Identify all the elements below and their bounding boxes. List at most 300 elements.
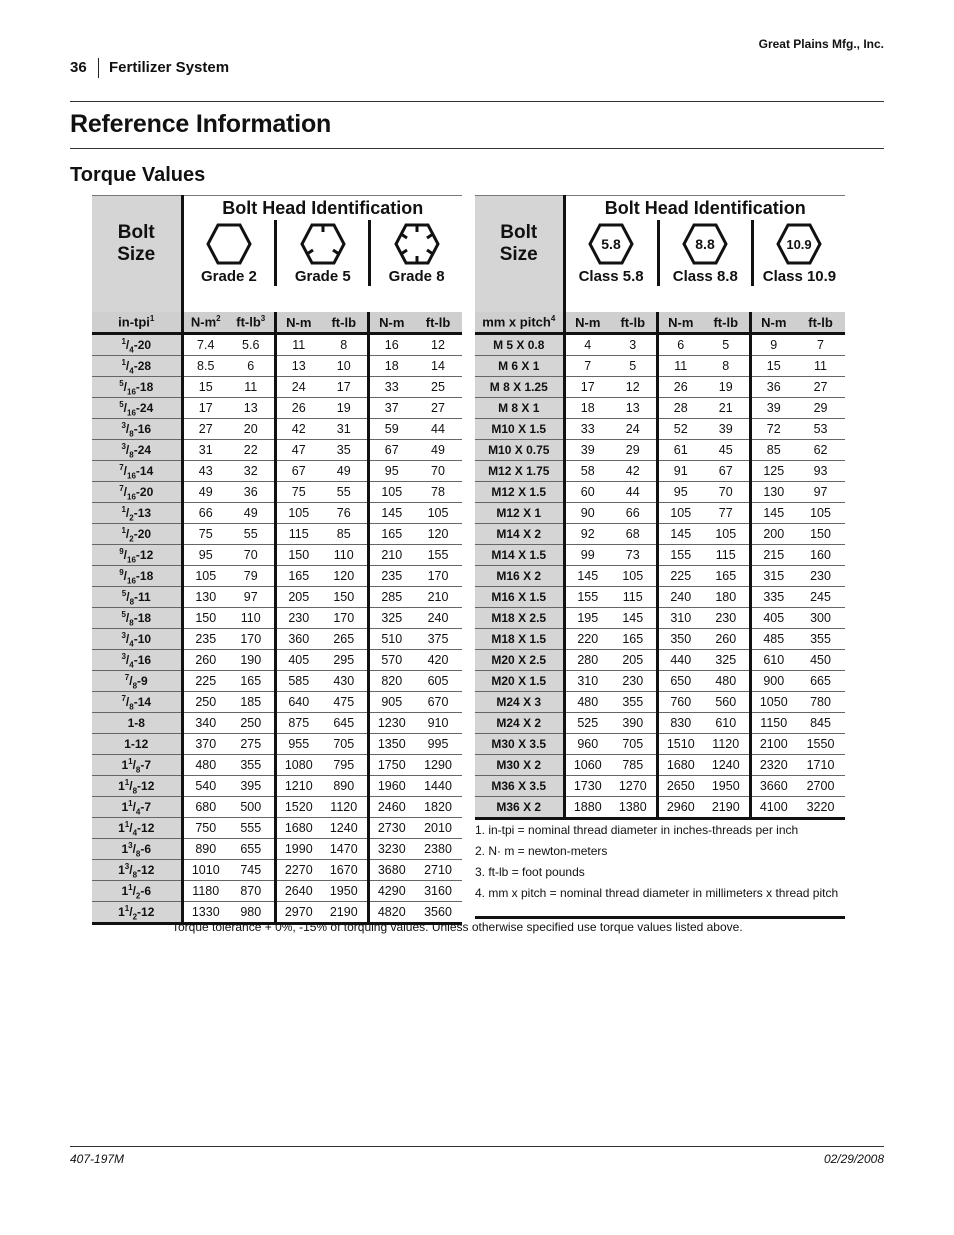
torque-value: 39: [750, 398, 796, 419]
metric-torque-table: [475, 195, 845, 820]
grade-2-col: [184, 220, 278, 286]
table-row: [92, 776, 462, 797]
bolt-size-header: [475, 196, 564, 313]
torque-value: 110: [228, 608, 275, 629]
torque-value: 2640: [275, 881, 321, 902]
torque-value: 1150: [750, 713, 796, 734]
torque-value: 165: [275, 566, 321, 587]
torque-value: 66: [610, 503, 657, 524]
torque-value: 240: [414, 608, 462, 629]
fraction: $^5/_8$: [121, 589, 135, 607]
bolt-size-cell: $^1/_4-28$: [92, 356, 182, 377]
torque-value: 980: [228, 902, 275, 924]
torque-value: 75: [275, 482, 321, 503]
section-name: Fertilizer System: [109, 59, 230, 76]
torque-value: 105: [796, 503, 845, 524]
torque-value: 1950: [703, 776, 750, 797]
torque-value: 42: [610, 461, 657, 482]
hex-head-class-mark-icon: [682, 222, 728, 266]
torque-value: 11: [228, 377, 275, 398]
torque-value: 265: [321, 629, 368, 650]
bolt-size-cell: M10 X 0.75: [475, 440, 564, 461]
torque-value: 79: [228, 566, 275, 587]
torque-value: 15: [750, 356, 796, 377]
table-row: [92, 461, 462, 482]
table-row: [475, 650, 845, 671]
torque-value: 310: [564, 671, 610, 692]
torque-value: 76: [321, 503, 368, 524]
torque-value: 105: [275, 503, 321, 524]
torque-value: 165: [703, 566, 750, 587]
torque-value: 58: [564, 461, 610, 482]
torque-value: 220: [564, 629, 610, 650]
torque-value: 405: [750, 608, 796, 629]
torque-value: 18: [368, 356, 414, 377]
torque-value: 295: [321, 650, 368, 671]
torque-value: 44: [414, 419, 462, 440]
fraction: $^1/_2$: [121, 526, 134, 544]
table-row: [92, 482, 462, 503]
footnote-item: 4. mm x pitch = nominal thread diameter in millimeters x thread pitch: [475, 886, 839, 900]
torque-value: 32: [228, 461, 275, 482]
torque-value: 7.4: [182, 334, 228, 356]
torque-value: 67: [703, 461, 750, 482]
bolt-size-cell: $^3/_4-16$: [92, 650, 182, 671]
torque-value: 705: [321, 734, 368, 755]
torque-value: 335: [750, 587, 796, 608]
bolt-size-cell: M16 X 1.5: [475, 587, 564, 608]
hex-head-plain-icon: [206, 222, 252, 266]
bolt-size-cell: M30 X 2: [475, 755, 564, 776]
ident-title: Bolt Head Identification: [604, 198, 806, 218]
table-row: [475, 713, 845, 734]
torque-value: 8.5: [182, 356, 228, 377]
bolt-size-cell: $^1/_2-13$: [92, 503, 182, 524]
page-title: Reference Information: [70, 110, 332, 138]
torque-value: 145: [610, 608, 657, 629]
table-row: [475, 377, 845, 398]
bolt-size-cell: $^3/_4-10$: [92, 629, 182, 650]
fraction: $^3/_8$: [121, 442, 134, 460]
torque-value: 610: [750, 650, 796, 671]
bolt-size-cell: $1^3/_8-12$: [92, 860, 182, 881]
torque-value: 355: [610, 692, 657, 713]
torque-value: 4290: [368, 881, 414, 902]
bolt-size-cell: $^7/_{16}-20$: [92, 482, 182, 503]
torque-value: 480: [182, 755, 228, 776]
torque-value: 6: [228, 356, 275, 377]
table-row: [475, 419, 845, 440]
torque-value: 35: [321, 440, 368, 461]
torque-value: 6: [657, 334, 703, 356]
bolt-size-cell: M36 X 3.5: [475, 776, 564, 797]
torque-value: 190: [228, 650, 275, 671]
bolt-size-cell: $1^1/_2-6$: [92, 881, 182, 902]
torque-value: 485: [750, 629, 796, 650]
bolt-size-cell: M24 X 2: [475, 713, 564, 734]
torque-value: 370: [182, 734, 228, 755]
torque-value: 105: [368, 482, 414, 503]
torque-value: 5.6: [228, 334, 275, 356]
torque-value: 960: [564, 734, 610, 755]
table-row: [92, 398, 462, 419]
torque-value: 55: [321, 482, 368, 503]
torque-value: 4100: [750, 797, 796, 819]
grade-8-col: [371, 220, 462, 286]
torque-value: 670: [414, 692, 462, 713]
grade-2-label: Grade 2: [200, 268, 257, 285]
torque-value: 19: [321, 398, 368, 419]
table-row: [92, 818, 462, 839]
torque-value: 27: [414, 398, 462, 419]
torque-value: 2270: [275, 860, 321, 881]
torque-value: 910: [414, 713, 462, 734]
bolt-size-cell: M14 X 1.5: [475, 545, 564, 566]
torque-value: 28: [657, 398, 703, 419]
hex-head-class-mark-icon: [588, 222, 634, 266]
torque-value: 8: [321, 334, 368, 356]
bolt-size-cell: M10 X 1.5: [475, 419, 564, 440]
torque-value: 85: [750, 440, 796, 461]
torque-value: 16: [368, 334, 414, 356]
torque-value: 49: [228, 503, 275, 524]
bolt-size-cell: $^5/_{16}-24$: [92, 398, 182, 419]
table-row: [92, 692, 462, 713]
table-row: [475, 734, 845, 755]
document-number: 407-197M: [70, 1152, 125, 1166]
bolt-size-cell: $^7/_8-14$: [92, 692, 182, 713]
torque-value: 845: [796, 713, 845, 734]
table-row: [92, 734, 462, 755]
torque-value: 3660: [750, 776, 796, 797]
torque-value: 430: [321, 671, 368, 692]
bolt-size-cell: $^9/_{16}-12$: [92, 545, 182, 566]
torque-value: 1350: [368, 734, 414, 755]
torque-value: 1080: [275, 755, 321, 776]
torque-value: 31: [182, 440, 228, 461]
torque-value: 3560: [414, 902, 462, 924]
torque-value: 395: [228, 776, 275, 797]
torque-value: 170: [321, 608, 368, 629]
bolt-size-cell: M20 X 1.5: [475, 671, 564, 692]
torque-value: 13: [610, 398, 657, 419]
table-row: [475, 692, 845, 713]
torque-value: 115: [610, 587, 657, 608]
torque-value: 325: [703, 650, 750, 671]
hex-head-class-mark-icon: [776, 222, 822, 266]
fraction: $^1/_4$: [121, 337, 134, 355]
torque-value: 1820: [414, 797, 462, 818]
table-row: [92, 671, 462, 692]
fraction: $^5/_{16}$: [119, 400, 136, 418]
torque-value: 1290: [414, 755, 462, 776]
torque-value: 665: [796, 671, 845, 692]
torque-value: 480: [703, 671, 750, 692]
document-date: 02/29/2008: [823, 1152, 884, 1166]
torque-value: 325: [368, 608, 414, 629]
torque-value: 300: [796, 608, 845, 629]
torque-value: 105: [182, 566, 228, 587]
torque-value: 92: [564, 524, 610, 545]
torque-value: 150: [182, 608, 228, 629]
torque-value: 2010: [414, 818, 462, 839]
torque-value: 570: [368, 650, 414, 671]
torque-value: 145: [750, 503, 796, 524]
torque-value: 760: [657, 692, 703, 713]
torque-value: 480: [564, 692, 610, 713]
torque-value: 115: [275, 524, 321, 545]
torque-value: 115: [703, 545, 750, 566]
torque-value: 200: [750, 524, 796, 545]
torque-value: 405: [275, 650, 321, 671]
torque-value: 1710: [796, 755, 845, 776]
class-10-9-col: [754, 220, 845, 286]
torque-value: 540: [182, 776, 228, 797]
torque-value: 11: [275, 334, 321, 356]
torque-value: 830: [657, 713, 703, 734]
bolt-size-cell: $1^3/_8-6$: [92, 839, 182, 860]
fraction: $^7/_8$: [121, 694, 134, 712]
bolt-size-cell: $1^1/_4-12$: [92, 818, 182, 839]
torque-value: 1210: [275, 776, 321, 797]
torque-value: 44: [610, 482, 657, 503]
torque-value: 795: [321, 755, 368, 776]
torque-value: 360: [275, 629, 321, 650]
torque-value: 67: [368, 440, 414, 461]
table-row: [92, 377, 462, 398]
torque-value: 1270: [610, 776, 657, 797]
torque-value: 2190: [703, 797, 750, 819]
torque-value: 1510: [657, 734, 703, 755]
fraction: $^7/_{16}$: [119, 463, 136, 481]
torque-value: 525: [564, 713, 610, 734]
fraction: $^5/_8$: [121, 610, 134, 628]
torque-value: 475: [321, 692, 368, 713]
torque-value: 155: [657, 545, 703, 566]
fraction: $^9/_{16}$: [119, 568, 136, 586]
torque-value: 90: [564, 503, 610, 524]
torque-value: 72: [750, 419, 796, 440]
torque-value: 245: [796, 587, 845, 608]
torque-value: 890: [321, 776, 368, 797]
torque-value: 900: [750, 671, 796, 692]
fraction: $^1/_4$: [128, 799, 141, 817]
footer-rule: [70, 1146, 884, 1147]
unit-ftlb: ft-lb: [321, 312, 368, 334]
torque-value: 68: [610, 524, 657, 545]
torque-value: 310: [657, 608, 703, 629]
bolt-size-word: Bolt: [117, 222, 155, 243]
torque-value: 4: [564, 334, 610, 356]
torque-value: 1440: [414, 776, 462, 797]
hex-head-3-line-icon: [300, 222, 346, 266]
torque-value: 1990: [275, 839, 321, 860]
torque-value: 2380: [414, 839, 462, 860]
torque-value: 2100: [750, 734, 796, 755]
table-row: [92, 650, 462, 671]
bolt-size-cell: $^5/_{16}-18$: [92, 377, 182, 398]
torque-value: 230: [796, 566, 845, 587]
torque-value: 225: [182, 671, 228, 692]
torque-value: 5: [703, 334, 750, 356]
torque-value: 27: [182, 419, 228, 440]
torque-value: 12: [610, 377, 657, 398]
table-row: [92, 608, 462, 629]
bolt-size-cell: M18 X 2.5: [475, 608, 564, 629]
bolt-size-cell: $^1/_4-20$: [92, 334, 182, 356]
unit-in-tpi: in-tpi$^1$: [92, 312, 182, 334]
bolt-size-cell: $^1/_2-20$: [92, 524, 182, 545]
torque-value: 160: [796, 545, 845, 566]
torque-value: 7: [564, 356, 610, 377]
torque-value: 340: [182, 713, 228, 734]
torque-value: 1050: [750, 692, 796, 713]
torque-value: 995: [414, 734, 462, 755]
unit-nm: N-m: [564, 312, 610, 334]
torque-value: 150: [321, 587, 368, 608]
torque-value: 1730: [564, 776, 610, 797]
torque-value: 1240: [321, 818, 368, 839]
torque-value: 315: [750, 566, 796, 587]
class-5-8-col: [566, 220, 660, 286]
torque-value: 145: [368, 503, 414, 524]
torque-value: 42: [275, 419, 321, 440]
torque-value: 105: [610, 566, 657, 587]
unit-nm: N-m: [275, 312, 321, 334]
bolt-size-header: [92, 196, 182, 313]
torque-value: 26: [275, 398, 321, 419]
torque-value: 49: [182, 482, 228, 503]
torque-value: 650: [657, 671, 703, 692]
torque-value: 1680: [657, 755, 703, 776]
torque-value: 29: [610, 440, 657, 461]
grade-5-label: Grade 5: [294, 268, 351, 285]
torque-value: 3220: [796, 797, 845, 819]
bolt-size-word: Bolt: [500, 222, 538, 243]
torque-value: 53: [796, 419, 845, 440]
torque-value: 785: [610, 755, 657, 776]
bolt-size-cell: M16 X 2: [475, 566, 564, 587]
torque-value: 11: [796, 356, 845, 377]
footnotes: [475, 823, 845, 907]
torque-value: 8: [703, 356, 750, 377]
torque-value: 93: [796, 461, 845, 482]
class-8-8-col: [660, 220, 754, 286]
class-mark-text: 10.9: [786, 237, 813, 252]
unit-ftlb: ft-lb: [610, 312, 657, 334]
torque-value: 145: [564, 566, 610, 587]
torque-value: 250: [228, 713, 275, 734]
torque-value: 230: [610, 671, 657, 692]
torque-value: 4820: [368, 902, 414, 924]
torque-value: 70: [703, 482, 750, 503]
torque-value: 15: [182, 377, 228, 398]
bolt-head-identification: [564, 196, 845, 313]
torque-value: 97: [796, 482, 845, 503]
inch-torque-table: [92, 195, 462, 925]
class-mark-text: 8.8: [695, 236, 716, 252]
torque-value: 1060: [564, 755, 610, 776]
bolt-size-cell: $^5/_8-18$: [92, 608, 182, 629]
torque-value: 350: [657, 629, 703, 650]
torque-value: 235: [368, 566, 414, 587]
torque-value: 120: [414, 524, 462, 545]
torque-value: 24: [275, 377, 321, 398]
torque-value: 195: [564, 608, 610, 629]
torque-value: 155: [564, 587, 610, 608]
fraction: $^1/_2$: [121, 505, 134, 523]
torque-value: 260: [703, 629, 750, 650]
torque-value: 2190: [321, 902, 368, 924]
torque-value: 185: [228, 692, 275, 713]
title-rule: [70, 148, 884, 149]
torque-value: 355: [228, 755, 275, 776]
table-row: [475, 482, 845, 503]
torque-value: 26: [657, 377, 703, 398]
torque-value: 510: [368, 629, 414, 650]
torque-value: 2650: [657, 776, 703, 797]
torque-value: 3: [610, 334, 657, 356]
size-word: Size: [117, 244, 156, 265]
table-row: [475, 398, 845, 419]
fraction: $^1/_2$: [128, 883, 141, 901]
torque-value: 59: [368, 419, 414, 440]
torque-value: 2730: [368, 818, 414, 839]
torque-value: 7: [796, 334, 845, 356]
table-row: [92, 524, 462, 545]
unit-nm: N-m: [750, 312, 796, 334]
torque-value: 450: [796, 650, 845, 671]
torque-value: 14: [414, 356, 462, 377]
torque-value: 890: [182, 839, 228, 860]
class-10-9-label: Class 10.9: [762, 268, 837, 285]
bolt-size-cell: M20 X 2.5: [475, 650, 564, 671]
torque-value: 1470: [321, 839, 368, 860]
fraction: $^1/_8$: [128, 757, 141, 775]
torque-value: 1120: [703, 734, 750, 755]
unit-ftlb: $ft-lb^3$: [228, 312, 275, 334]
unit-nm: $N-m^2$: [182, 312, 228, 334]
fraction: $^7/_8$: [124, 673, 138, 691]
torque-value: 390: [610, 713, 657, 734]
hex-head-6-line-icon: [394, 222, 440, 266]
bolt-size-cell: $1^1/_8-12$: [92, 776, 182, 797]
torque-value: 240: [657, 587, 703, 608]
torque-value: 70: [228, 545, 275, 566]
bolt-size-cell: 1-12: [92, 734, 182, 755]
torque-value: 375: [414, 629, 462, 650]
table-row: [92, 881, 462, 902]
torque-value: 610: [703, 713, 750, 734]
table-row: [475, 334, 845, 356]
table-row: [92, 566, 462, 587]
torque-value: 33: [564, 419, 610, 440]
torque-value: 1240: [703, 755, 750, 776]
fraction: $^3/_8$: [128, 841, 141, 859]
torque-value: 75: [182, 524, 228, 545]
torque-value: 18: [564, 398, 610, 419]
bolt-head-identification: [182, 196, 462, 313]
torque-value: 52: [657, 419, 703, 440]
torque-value: 29: [796, 398, 845, 419]
torque-value: 97: [228, 587, 275, 608]
torque-value: 555: [228, 818, 275, 839]
bolt-size-cell: $1^1/_2-12$: [92, 902, 182, 924]
torque-value: 73: [610, 545, 657, 566]
table-row: [475, 440, 845, 461]
torque-value: 605: [414, 671, 462, 692]
table-row: [92, 503, 462, 524]
